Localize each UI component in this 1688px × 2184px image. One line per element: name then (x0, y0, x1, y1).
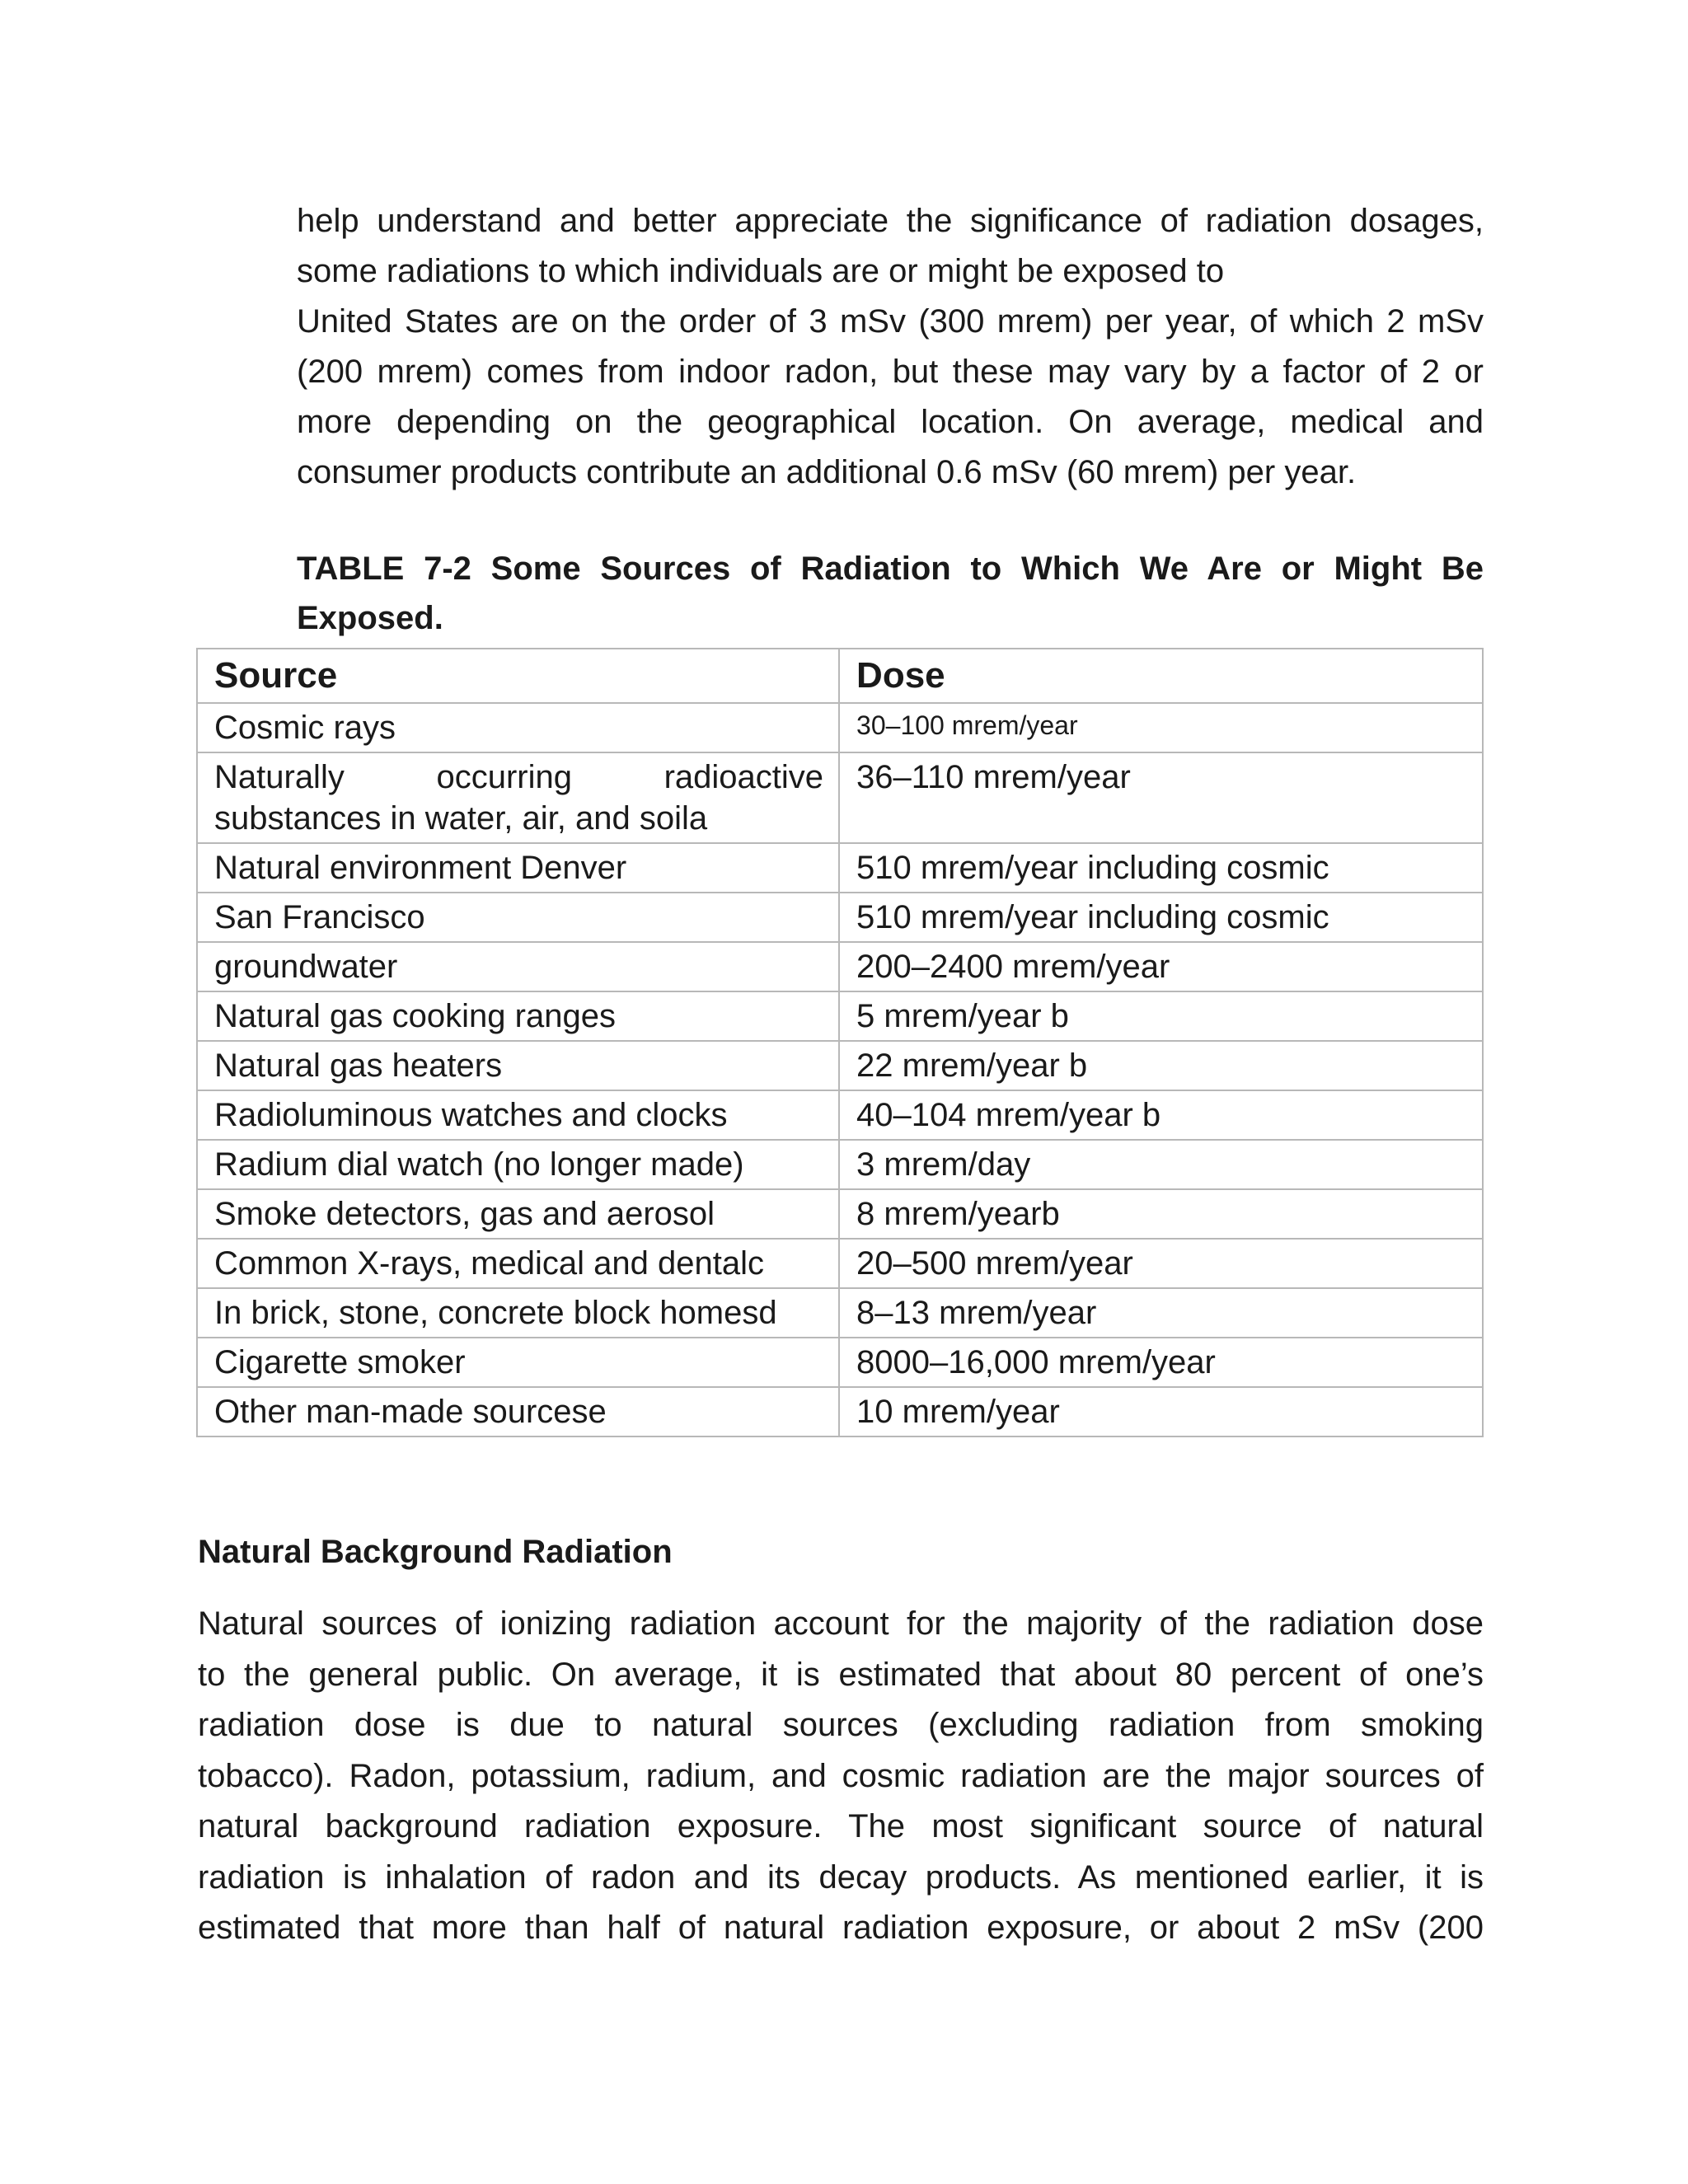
dose-cell: 30–100 mrem/year (839, 703, 1483, 752)
paragraph-line: radiation is inhalation of radon and its decay products. As mentioned earlier, it is (198, 1858, 1484, 1896)
paragraph-line: radiation dose is due to natural sources (excluding radiation from smoking (198, 1707, 1484, 1743)
section-heading: Natural Background Radiation (198, 1534, 673, 1570)
table-row (197, 893, 1483, 942)
caption-line: TABLE 7-2 Some Sources of Radiation to Which We Are or Might Be (297, 551, 1484, 587)
table-row (197, 1239, 1483, 1288)
source-cell-line: Naturally occurring radioactive (214, 759, 824, 795)
table-row (197, 1338, 1483, 1387)
source-cell: San Francisco (197, 893, 839, 942)
table-caption (297, 544, 1484, 643)
dose-cell: 36–110 mrem/year (839, 752, 1483, 843)
dose-cell: 10 mrem/year (839, 1387, 1483, 1436)
intro-line: more depending on the geographical location. On average, medical and (297, 404, 1484, 440)
table-header-row (197, 649, 1483, 703)
table-row (197, 703, 1483, 752)
intro-line: United States are on the order of 3 mSv (300 mrem) per year, of which 2 mSv (297, 303, 1484, 340)
table-row (197, 1041, 1483, 1090)
table-row (197, 843, 1483, 893)
source-cell: Common X-rays, medical and dentalc (197, 1239, 839, 1288)
table-row (197, 752, 1483, 843)
source-cell: Other man-made sourcese (197, 1387, 839, 1436)
paragraph-line: natural background radiation exposure. The most significant source of natural (198, 1808, 1484, 1844)
source-cell: Natural environment Denver (197, 843, 839, 893)
table-row (197, 1189, 1483, 1239)
paragraph-line: Natural sources of ionizing radiation account for the majority of the radiation dose (198, 1605, 1484, 1642)
header-dose: Dose (839, 649, 1483, 703)
dose-cell: 3 mrem/day (839, 1140, 1483, 1189)
dose-cell: 510 mrem/year including cosmic (839, 893, 1483, 942)
source-cell: Cosmic rays (197, 703, 839, 752)
source-cell: Smoke detectors, gas and aerosol (197, 1189, 839, 1239)
dose-cell: 20–500 mrem/year (839, 1239, 1483, 1288)
source-cell-line: substances in water, air, and soila (214, 800, 708, 837)
source-cell: Cigarette smoker (197, 1338, 839, 1387)
intro-line: (200 mrem) comes from indoor radon, but these may vary by a factor of 2 or (297, 354, 1484, 390)
dose-cell: 510 mrem/year including cosmic (839, 843, 1483, 893)
paragraph-line: tobacco). Radon, potassium, radium, and cosmic radiation are the major sources of (198, 1757, 1484, 1794)
intro-paragraph (297, 196, 1484, 498)
source-cell: groundwater (197, 942, 839, 991)
dose-cell: 200–2400 mrem/year (839, 942, 1483, 991)
caption-line: Exposed. (297, 600, 443, 636)
paragraph-line: to the general public. On average, it is estimated that about 80 percent of one’s (198, 1656, 1484, 1693)
table-row (197, 1288, 1483, 1338)
radiation-sources-table (196, 648, 1484, 1437)
table-row (197, 942, 1483, 991)
dose-cell: 22 mrem/year b (839, 1041, 1483, 1090)
dose-cell: 8000–16,000 mrem/year (839, 1338, 1483, 1387)
source-cell: In brick, stone, concrete block homesd (197, 1288, 839, 1338)
source-cell: Radioluminous watches and clocks (197, 1090, 839, 1140)
table-row (197, 1387, 1483, 1436)
source-cell: Radium dial watch (no longer made) (197, 1140, 839, 1189)
table-row (197, 1140, 1483, 1189)
section-paragraph (198, 1599, 1484, 1954)
dose-cell: 5 mrem/year b (839, 991, 1483, 1041)
source-cell: Natural gas heaters (197, 1041, 839, 1090)
intro-line: help understand and better appreciate the significance of radiation dosages, (297, 203, 1484, 239)
dose-cell: 8–13 mrem/year (839, 1288, 1483, 1338)
dose-cell: 8 mrem/yearb (839, 1189, 1483, 1239)
source-cell: Natural gas cooking ranges (197, 991, 839, 1041)
source-cell (197, 752, 839, 843)
intro-line: some radiations to which individuals are or might be exposed to (297, 253, 1225, 289)
dose-cell: 40–104 mrem/year b (839, 1090, 1483, 1140)
table-row (197, 1090, 1483, 1140)
header-source: Source (197, 649, 839, 703)
table-row (197, 991, 1483, 1041)
paragraph-line: estimated that more than half of natural radiation exposure, or about 2 mSv (200 (198, 1910, 1484, 1946)
intro-line: consumer products contribute an additional 0.6 mSv (60 mrem) per year. (297, 454, 1357, 490)
